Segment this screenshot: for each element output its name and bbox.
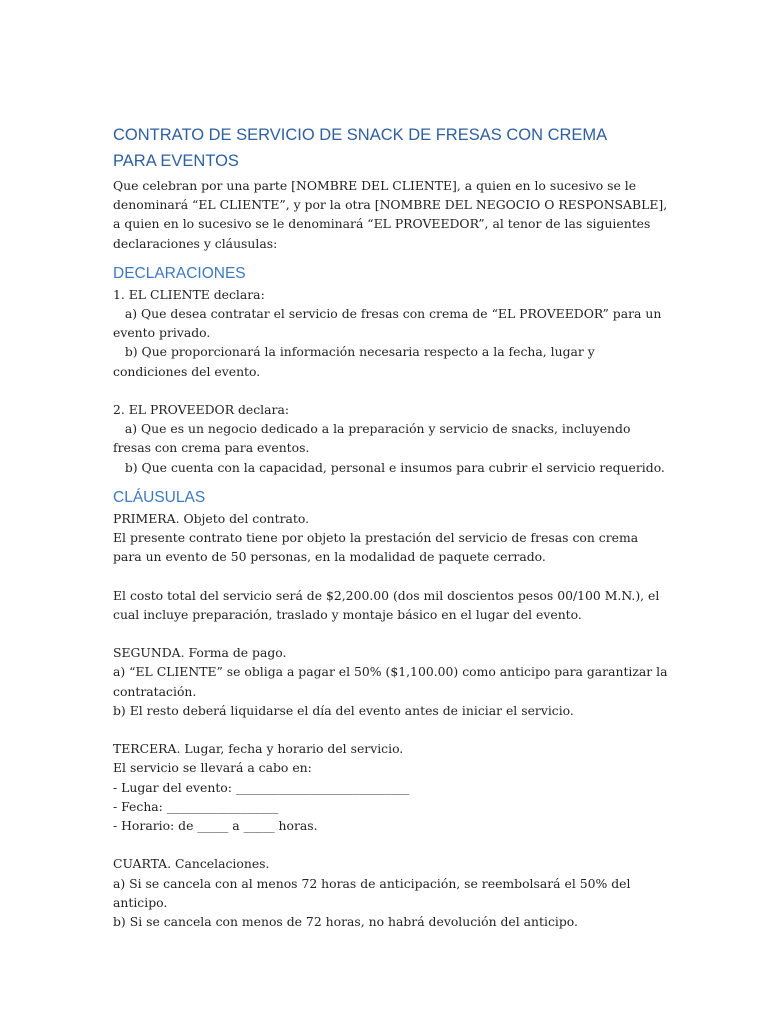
clause1-title: PRIMERA. Objeto del contrato.	[113, 510, 310, 526]
decl2-item-b: b) Que cuenta con la capacidad, personal e insumos para cubrir el servicio requerido.	[113, 459, 665, 475]
document-title: CONTRATO DE SERVICIO DE SNACK DE FRESAS CON CREMA PARA EVENTOS	[113, 126, 607, 170]
clause4-item-a: a) Si se cancela con al menos 72 horas de anticipación, se reembolsará el 50% del anticipo.	[113, 875, 635, 910]
decl1-item-a: a) Que desea contratar el servicio de fresas con crema de “EL PROVEEDOR” para un evento privado.	[113, 306, 666, 341]
clause2-item-b: b) El resto deberá liquidarse el día del evento antes de iniciar el servicio.	[113, 702, 574, 718]
clause3-intro: El servicio se llevará a cabo en:	[113, 760, 312, 776]
clause3-fecha: - Fecha: __________________	[113, 798, 279, 814]
decl2-item-a: a) Que es un negocio dedicado a la preparación y servicio de snacks, incluyendo fresas con crema para eventos.	[113, 421, 635, 456]
clause2-item-a: a) “EL CLIENTE” se obliga a pagar el 50% ($1,100.00) como anticipo para garantizar la contratación.	[113, 664, 672, 699]
clause1-paragraph-1: El presente contrato tiene por objeto la prestación del servicio de fresas con crema para un evento de 50 personas, en la modalidad de paquete cerrado.	[113, 530, 643, 565]
clause3-title: TERCERA. Lugar, fecha y horario del servicio.	[113, 741, 404, 757]
clause2-title: SEGUNDA. Forma de pago.	[113, 645, 287, 661]
intro-paragraph: Que celebran por una parte [NOMBRE DEL CLIENTE], a quien en lo sucesivo se le denominará “EL CLIENTE”, y por la otra [NOMBRE DEL NEGOCIO O RESPONSABLE], a quien en lo sucesivo se le denominará “EL PROVEEDOR”, al tenor de las siguientes declaraciones y cláusulas:	[113, 178, 672, 251]
decl1-item-b: b) Que proporcionará la información necesaria respecto a la fecha, lugar y condiciones del evento.	[113, 344, 599, 379]
clause4-item-b: b) Si se cancela con menos de 72 horas, no habrá devolución del anticipo.	[113, 914, 578, 930]
decl2-title: 2. EL PROVEEDOR declara:	[113, 402, 290, 418]
declaraciones-heading: DECLARACIONES	[113, 264, 246, 282]
decl1-title: 1. EL CLIENTE declara:	[113, 286, 265, 302]
clause3-lugar: - Lugar del evento: ____________________________	[113, 779, 410, 795]
clause1-paragraph-2: El costo total del servicio será de $2,200.00 (dos mil doscientos pesos 00/100 M.N.), el cual incluye preparación, traslado y montaje básico en el lugar del evento.	[113, 587, 664, 622]
clause3-horario: - Horario: de _____ a _____ horas.	[113, 818, 318, 834]
clause4-title: CUARTA. Cancelaciones.	[113, 856, 270, 872]
clausulas-heading: CLÁUSULAS	[113, 488, 206, 506]
